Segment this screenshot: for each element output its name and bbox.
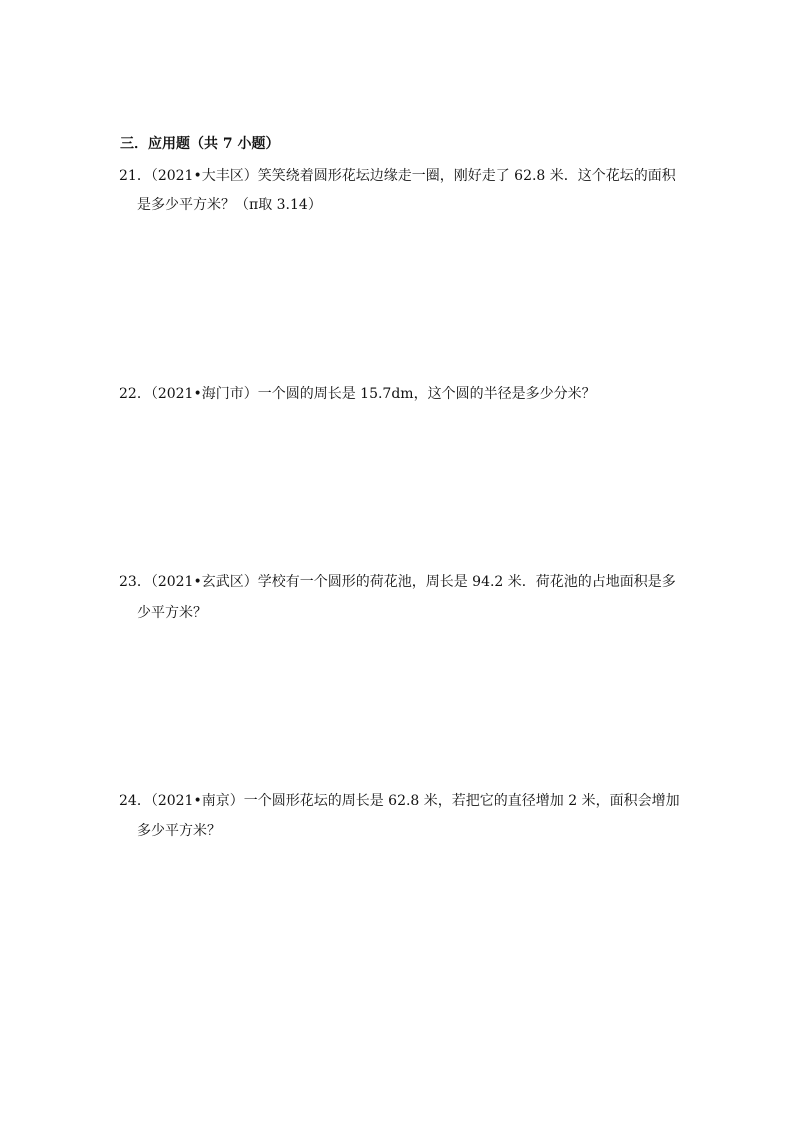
section-title: 三．应用题（共 7 小题） bbox=[120, 136, 280, 152]
question-line bbox=[119, 571, 676, 591]
question-number: 23． bbox=[119, 574, 151, 590]
question-text: 一个圆形花坛的周长是 62.8 米，若把它的直径增加 2 米，面积会增加 bbox=[243, 793, 680, 809]
question-text: 笑笑绕着圆形花坛边缘走一圈，刚好走了 62.8 米．这个花坛的面积 bbox=[257, 168, 676, 184]
question-source: （2021•玄武区） bbox=[150, 574, 258, 590]
question-text: 一个圆的周长是 15.7dm，这个圆的半径是多少分米？ bbox=[257, 386, 596, 402]
question-line bbox=[119, 165, 676, 185]
question-source: （2021•海门市） bbox=[150, 386, 258, 402]
question-text-continued: 是多少平方米？（π取 3.14） bbox=[137, 197, 322, 213]
question-source: （2021•大丰区） bbox=[150, 168, 258, 184]
question-text: 学校有一个圆形的荷花池，周长是 94.2 米．荷花池的占地面积是多 bbox=[257, 574, 676, 590]
question-text-continued: 多少平方米？ bbox=[137, 823, 221, 839]
question-number: 24． bbox=[119, 793, 151, 809]
question-text-continued: 少平方米？ bbox=[137, 605, 207, 621]
question-source: （2021•南京） bbox=[150, 793, 244, 809]
question-line bbox=[119, 383, 596, 403]
question-number: 22． bbox=[119, 386, 151, 402]
question-number: 21． bbox=[119, 168, 151, 184]
question-line bbox=[119, 790, 680, 810]
